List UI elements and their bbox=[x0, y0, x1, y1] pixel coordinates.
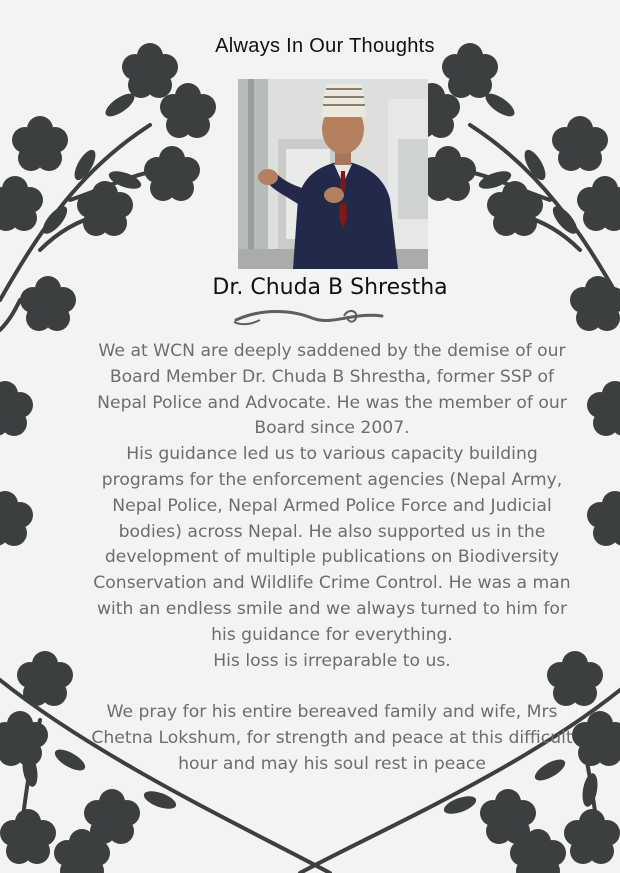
portrait-photo bbox=[238, 79, 428, 269]
paragraph-guidance: His guidance led us to various capacity building programs for the enforcement agencies (Nepal Army, Nepal Police, Nepal Armed Police Force and Judicial bodies) across Nepal. He also supported us in the development of multiple publications on Biodiversity Conservation and Wildlife Crime Control. He was a man with an endless smile and we always turned to him for his guidance for everything. bbox=[93, 444, 571, 645]
portrait-illustration bbox=[238, 79, 428, 269]
paragraph-spacer bbox=[84, 674, 580, 700]
paragraph-prayer: We pray for his entire bereaved family and wife, Mrs Chetna Lokshum, for strength and peace at this difficult hour and may his soul rest in peace bbox=[91, 702, 573, 774]
paragraph-loss: His loss is irreparable to us. bbox=[213, 650, 451, 671]
tribute-message bbox=[84, 339, 580, 778]
decorative-swash bbox=[232, 306, 392, 328]
page-heading: Always In Our Thoughts bbox=[215, 35, 435, 57]
paragraph-intro: We at WCN are deeply saddened by the demise of our Board Member Dr. Chuda B Shrestha, former SSP of Nepal Police and Advocate. He was the member of our Board since 2007. bbox=[97, 341, 567, 439]
person-name: Dr. Chuda B Shrestha bbox=[212, 275, 448, 300]
